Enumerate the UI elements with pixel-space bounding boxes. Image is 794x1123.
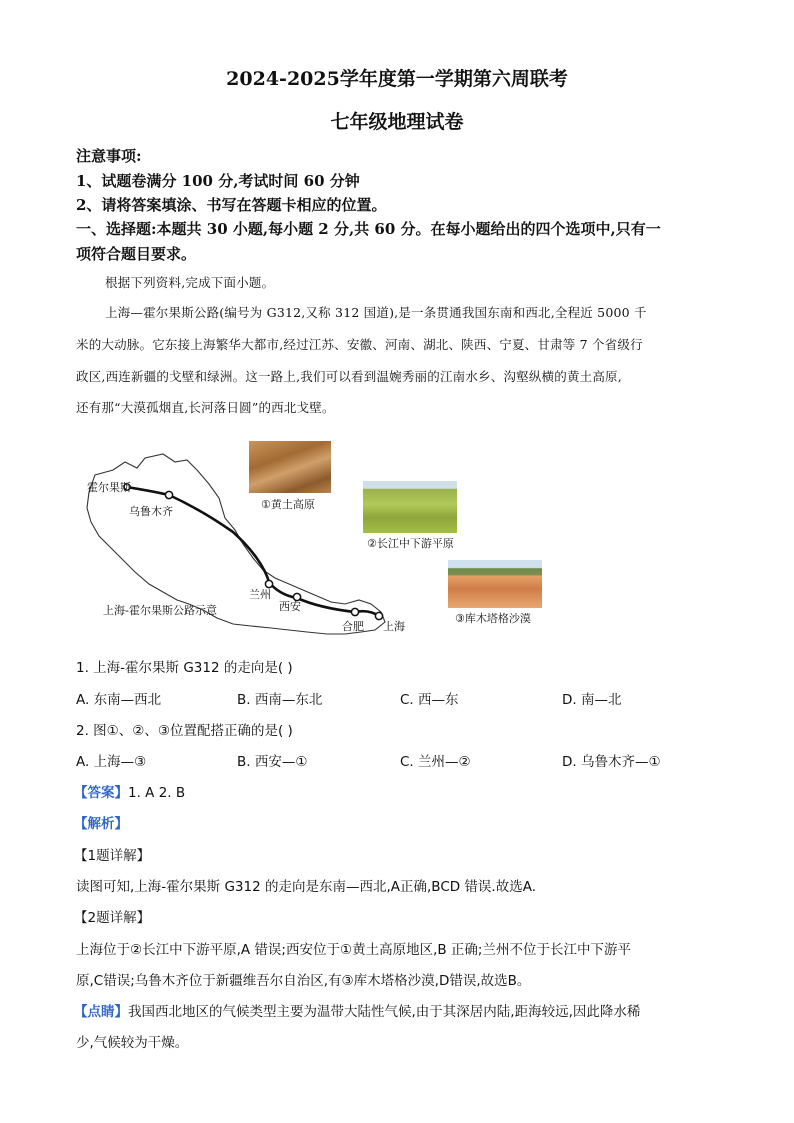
photo-yangtze-plain: [363, 481, 457, 533]
passage-line-3: 政区,西连新疆的戈壁和绿洲。这一路上,我们可以看到温婉秀丽的江南水乡、沟壑纵横的黄土高原,: [76, 369, 622, 384]
passage-line-1: 上海—霍尔果斯公路(编号为 G312,又称 312 国道),是一条贯通我国东南和西北,全程近 5000 千: [105, 305, 647, 320]
city-marker-shanghai: [375, 612, 382, 619]
tip-tag: 【点睛】: [74, 1004, 128, 1020]
answer-line: [74, 781, 185, 801]
photo-caption-2: ②长江中下游平原: [367, 537, 454, 550]
city-label-shanghai: 上海: [383, 620, 405, 633]
city-label-hefei: 合肥: [342, 620, 364, 633]
question-2-option-a: A. 上海—③: [76, 754, 147, 770]
q2-detail-line-1: 上海位于②长江中下游平原,A 错误;西安位于①黄土高原地区,B 正确;兰州不位于长江中下游平: [76, 942, 631, 958]
city-label-urumqi: 乌鲁木齐: [129, 505, 173, 518]
question-1-option-a: A. 东南—西北: [76, 692, 162, 708]
city-label-horgos: 霍尔果斯: [87, 481, 131, 494]
notice-item-1: 1、试题卷满分 100 分,考试时间 60 分钟: [76, 172, 360, 190]
section-heading-line2: 项符合题目要求。: [76, 245, 197, 263]
analysis-tag: 【解析】: [74, 816, 128, 832]
q1-detail-tag: 【1题详解】: [74, 848, 151, 864]
question-2-option-c: C. 兰州—②: [400, 754, 471, 770]
tip-text-1: 我国西北地区的气候类型主要为温带大陆性气候,由于其深居内陆,距海较远,因此降水稀: [128, 1004, 641, 1020]
city-label-xian: 西安: [279, 600, 301, 613]
passage-intro: 根据下列资料,完成下面小题。: [105, 275, 275, 290]
question-2-option-d: D. 乌鲁木齐—①: [562, 754, 661, 770]
question-1-option-c: C. 西—东: [400, 692, 459, 708]
tip-line-1: [74, 1000, 640, 1020]
question-1-stem: 1. 上海-霍尔果斯 G312 的走向是( ): [76, 660, 293, 676]
section-heading-line1: 一、选择题:本题共 30 小题,每小题 2 分,共 60 分。在每小题给出的四个选项中,只有一: [76, 220, 661, 238]
question-1-option-b: B. 西南—东北: [237, 692, 323, 708]
answer-text: 1. A 2. B: [128, 785, 186, 801]
exam-subtitle: 七年级地理试卷: [330, 111, 464, 133]
question-1-option-d: D. 南—北: [562, 692, 622, 708]
q1-detail-text: 读图可知,上海-霍尔果斯 G312 的走向是东南—西北,A正确,BCD 错误.故选A.: [76, 879, 537, 895]
passage-line-2: 米的大动脉。它东接上海繁华大都市,经过江苏、安徽、河南、湖北、陕西、宁夏、甘肃等 7 个省级行: [76, 337, 643, 352]
tip-line-2: 少,气候较为干燥。: [76, 1035, 189, 1051]
map-caption: 上海-霍尔果斯公路示意: [103, 604, 217, 617]
photo-loess-plateau: [249, 441, 331, 493]
answer-tag: 【答案】: [74, 785, 128, 801]
city-marker-urumqi: [165, 491, 172, 498]
q2-detail-tag: 【2题详解】: [74, 910, 151, 926]
notice-item-2: 2、请将答案填涂、书写在答题卡相应的位置。: [76, 196, 387, 214]
city-label-lanzhou: 兰州: [249, 588, 271, 601]
route-map-figure: [75, 440, 555, 640]
q2-detail-line-2: 原,C错误;乌鲁木齐位于新疆维吾尔自治区,有③库木塔格沙漠,D错误,故选B。: [76, 973, 531, 989]
photo-caption-1: ①黄土高原: [261, 498, 315, 511]
photo-caption-3: ③库木塔格沙漠: [455, 612, 531, 625]
city-marker-hefei: [351, 608, 358, 615]
photo-kumtag-desert: [448, 560, 542, 608]
notice-heading: 注意事项:: [76, 147, 142, 165]
question-2-stem: 2. 图①、②、③位置配搭正确的是( ): [76, 723, 293, 739]
passage-line-4: 还有那“大漠孤烟直,长河落日圆”的西北戈壁。: [76, 400, 335, 415]
question-2-option-b: B. 西安—①: [237, 754, 308, 770]
exam-title: 2024-2025学年度第一学期第六周联考: [226, 68, 568, 90]
